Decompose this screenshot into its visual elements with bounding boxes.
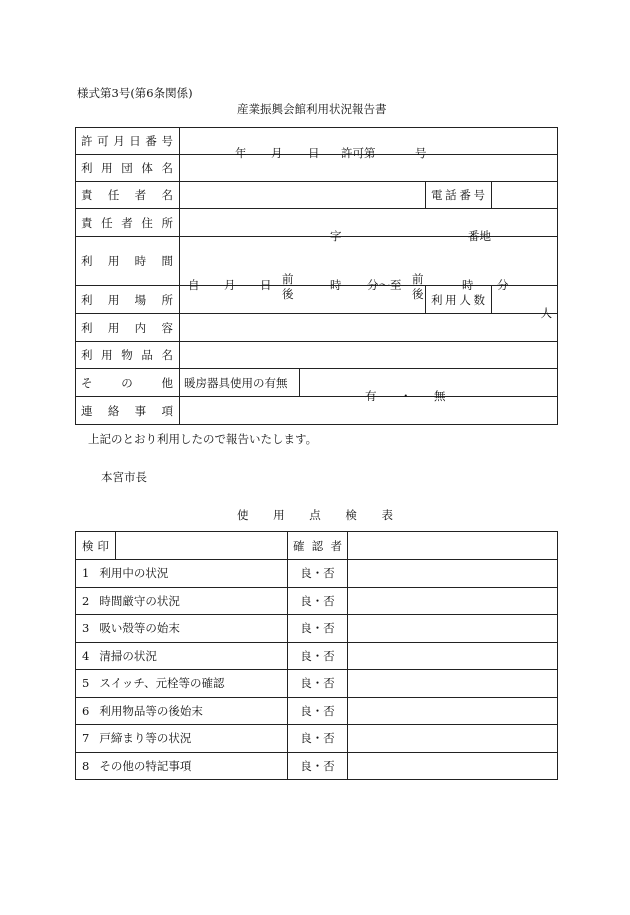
- check-item-label-cell: [76, 752, 288, 780]
- check-item-result-cell[interactable]: [288, 670, 348, 698]
- check-item-confirmer-cell[interactable]: [348, 752, 558, 780]
- row-content: [76, 314, 558, 342]
- row-place: [76, 286, 558, 314]
- report-table: [75, 127, 558, 425]
- permit-no-suffix: 号: [415, 146, 427, 160]
- check-item-row: [76, 642, 558, 670]
- check-item-number: 8: [82, 758, 90, 773]
- check-item-label-cell: [76, 725, 288, 753]
- time-day: 日: [260, 278, 272, 292]
- contact-label-cell: [76, 397, 180, 425]
- other-label: そ の 他: [81, 375, 173, 390]
- permit-no-prefix: 許可第: [341, 146, 376, 160]
- form-number: 様式第3号(第6条関係): [77, 86, 193, 100]
- check-item-number: 1: [82, 566, 90, 581]
- check-item-label-cell: [76, 615, 288, 643]
- time-ampm-2: [412, 272, 424, 302]
- row-contact: [76, 397, 558, 425]
- check-item-result[interactable]: 良・否: [300, 648, 335, 663]
- check-item-row: [76, 670, 558, 698]
- heater-label: 暖房器具使用の有無: [184, 375, 288, 390]
- address-value-cell[interactable]: [180, 209, 558, 243]
- confirmer-label-cell: [288, 532, 348, 560]
- check-item-label: スイッチ、元栓等の確認: [99, 676, 225, 691]
- place-label: 利 用 場 所: [81, 292, 173, 307]
- check-item-row: [76, 615, 558, 643]
- manager-value-cell[interactable]: [180, 182, 426, 209]
- items-label-cell: [76, 342, 180, 369]
- check-item-confirmer-cell[interactable]: [348, 670, 558, 698]
- addressee: 本宮市長: [101, 470, 147, 484]
- group-label: 利 用 団 体 名: [81, 161, 173, 175]
- check-item-label: 利用物品等の後始末: [99, 703, 203, 718]
- check-item-row: [76, 752, 558, 780]
- permit-day: 日: [308, 146, 320, 160]
- permit-label: 許 可 月 日 番 号: [81, 134, 173, 148]
- check-item-result-cell[interactable]: [288, 642, 348, 670]
- heater-no[interactable]: 無: [434, 388, 446, 403]
- people-unit: 人: [540, 305, 553, 320]
- row-permit: [76, 128, 558, 155]
- check-item-label-cell: [76, 560, 288, 588]
- check-item-result[interactable]: 良・否: [300, 703, 335, 718]
- check-item-confirmer-cell[interactable]: [348, 725, 558, 753]
- check-item-result[interactable]: 良・否: [300, 593, 335, 608]
- row-time: [76, 237, 558, 286]
- check-item-label: 利用中の状況: [99, 566, 169, 581]
- check-item-result-cell[interactable]: [288, 587, 348, 615]
- check-item-result[interactable]: 良・否: [300, 621, 335, 636]
- statement: 上記のとおり利用したので報告いたします。: [88, 432, 318, 446]
- time-pm-1: 後: [282, 286, 294, 301]
- check-item-number: 2: [82, 593, 90, 608]
- check-item-row: [76, 725, 558, 753]
- time-min-to: 分〜至: [367, 278, 402, 292]
- manager-label: 責 任 者 名: [81, 188, 173, 202]
- group-label-cell: [76, 155, 180, 182]
- check-item-result[interactable]: 良・否: [300, 566, 335, 581]
- permit-label-cell: [76, 128, 180, 155]
- content-label-cell: [76, 314, 180, 342]
- time-am-1: 前: [282, 272, 294, 286]
- heater-yes[interactable]: 有: [365, 388, 377, 403]
- place-label-cell: [76, 286, 180, 314]
- check-item-label: 吸い殻等の始末: [99, 621, 180, 636]
- time-hour-1: 時: [330, 278, 342, 292]
- time-min-2: 分: [497, 278, 509, 292]
- seal-value-cell[interactable]: [116, 532, 288, 560]
- content-value-cell[interactable]: [180, 314, 558, 342]
- check-item-confirmer-cell[interactable]: [348, 615, 558, 643]
- phone-label: 電 話 番 号: [431, 188, 485, 202]
- time-month: 月: [224, 278, 236, 292]
- people-label-cell: [426, 286, 492, 314]
- time-label-cell: [76, 237, 180, 286]
- confirmer-label: 確 認 者: [293, 538, 342, 553]
- seal-label-cell: [76, 532, 116, 560]
- check-table: [75, 531, 558, 780]
- content-label: 利 用 内 容: [81, 320, 173, 335]
- time-pm-2: 後: [412, 286, 424, 301]
- contact-label: 連 絡 事 項: [81, 403, 173, 418]
- address-label: 責 任 者 住 所: [81, 215, 173, 230]
- check-item-confirmer-cell[interactable]: [348, 642, 558, 670]
- check-item-number: 5: [82, 676, 90, 691]
- check-item-label: その他の特記事項: [99, 758, 192, 773]
- permit-month: 月: [271, 146, 283, 160]
- time-hour-2: 時: [462, 278, 474, 292]
- items-value-cell[interactable]: [180, 342, 558, 369]
- heater-value-cell[interactable]: [300, 369, 558, 403]
- check-item-row: [76, 697, 558, 725]
- permit-value-cell[interactable]: [180, 128, 558, 160]
- time-am-2: 前: [412, 272, 424, 286]
- check-rows: [76, 560, 558, 780]
- check-title: 使 用 点 検 表: [237, 508, 393, 522]
- check-item-number: 6: [82, 703, 90, 718]
- check-item-label-cell: [76, 670, 288, 698]
- row-other: [76, 369, 558, 397]
- people-label: 利 用 人 数: [431, 292, 485, 307]
- form-title: 産業振興会館利用状況報告書: [237, 102, 387, 116]
- row-manager: [76, 182, 558, 209]
- time-label: 利 用 時 間: [81, 254, 173, 268]
- check-item-label: 時間厳守の状況: [99, 593, 180, 608]
- permit-year: 年: [235, 146, 247, 160]
- check-item-result-cell[interactable]: [288, 752, 348, 780]
- phone-label-cell: [426, 182, 492, 209]
- check-item-confirmer-cell[interactable]: [348, 560, 558, 588]
- check-item-label-cell: [76, 642, 288, 670]
- address-banchi: 番地: [468, 228, 491, 243]
- check-header-row: [76, 532, 558, 560]
- check-item-result[interactable]: 良・否: [300, 676, 335, 691]
- check-item-result-cell[interactable]: [288, 697, 348, 725]
- seal-label: 検 印: [82, 538, 109, 553]
- check-item-label: 戸締まり等の状況: [99, 731, 192, 746]
- check-item-row: [76, 560, 558, 588]
- heater-dot: ・: [400, 388, 412, 403]
- address-label-cell: [76, 209, 180, 237]
- check-item-result[interactable]: 良・否: [300, 731, 335, 746]
- check-item-label-cell: [76, 697, 288, 725]
- other-label-cell: [76, 369, 180, 397]
- manager-label-cell: [76, 182, 180, 209]
- check-item-result[interactable]: 良・否: [300, 758, 335, 773]
- check-item-result-cell[interactable]: [288, 725, 348, 753]
- check-item-result-cell[interactable]: [288, 615, 348, 643]
- address-aza: 字: [330, 228, 342, 243]
- check-item-number: 4: [82, 648, 90, 663]
- confirmer-value-cell[interactable]: [348, 532, 558, 560]
- row-items: [76, 342, 558, 369]
- heater-label-cell: [180, 369, 300, 397]
- time-ampm-1: [282, 272, 294, 302]
- phone-value-cell[interactable]: [492, 182, 558, 209]
- check-item-number: 3: [82, 621, 90, 636]
- check-item-row: [76, 587, 558, 615]
- check-item-confirmer-cell[interactable]: [348, 697, 558, 725]
- check-item-confirmer-cell[interactable]: [348, 587, 558, 615]
- check-item-label: 清掃の状況: [99, 648, 157, 663]
- check-item-label-cell: [76, 587, 288, 615]
- time-from: 自: [188, 278, 200, 292]
- check-item-result-cell[interactable]: [288, 560, 348, 588]
- row-address: [76, 209, 558, 237]
- items-label: 利 用 物 品 名: [81, 348, 173, 362]
- check-item-number: 7: [82, 731, 90, 746]
